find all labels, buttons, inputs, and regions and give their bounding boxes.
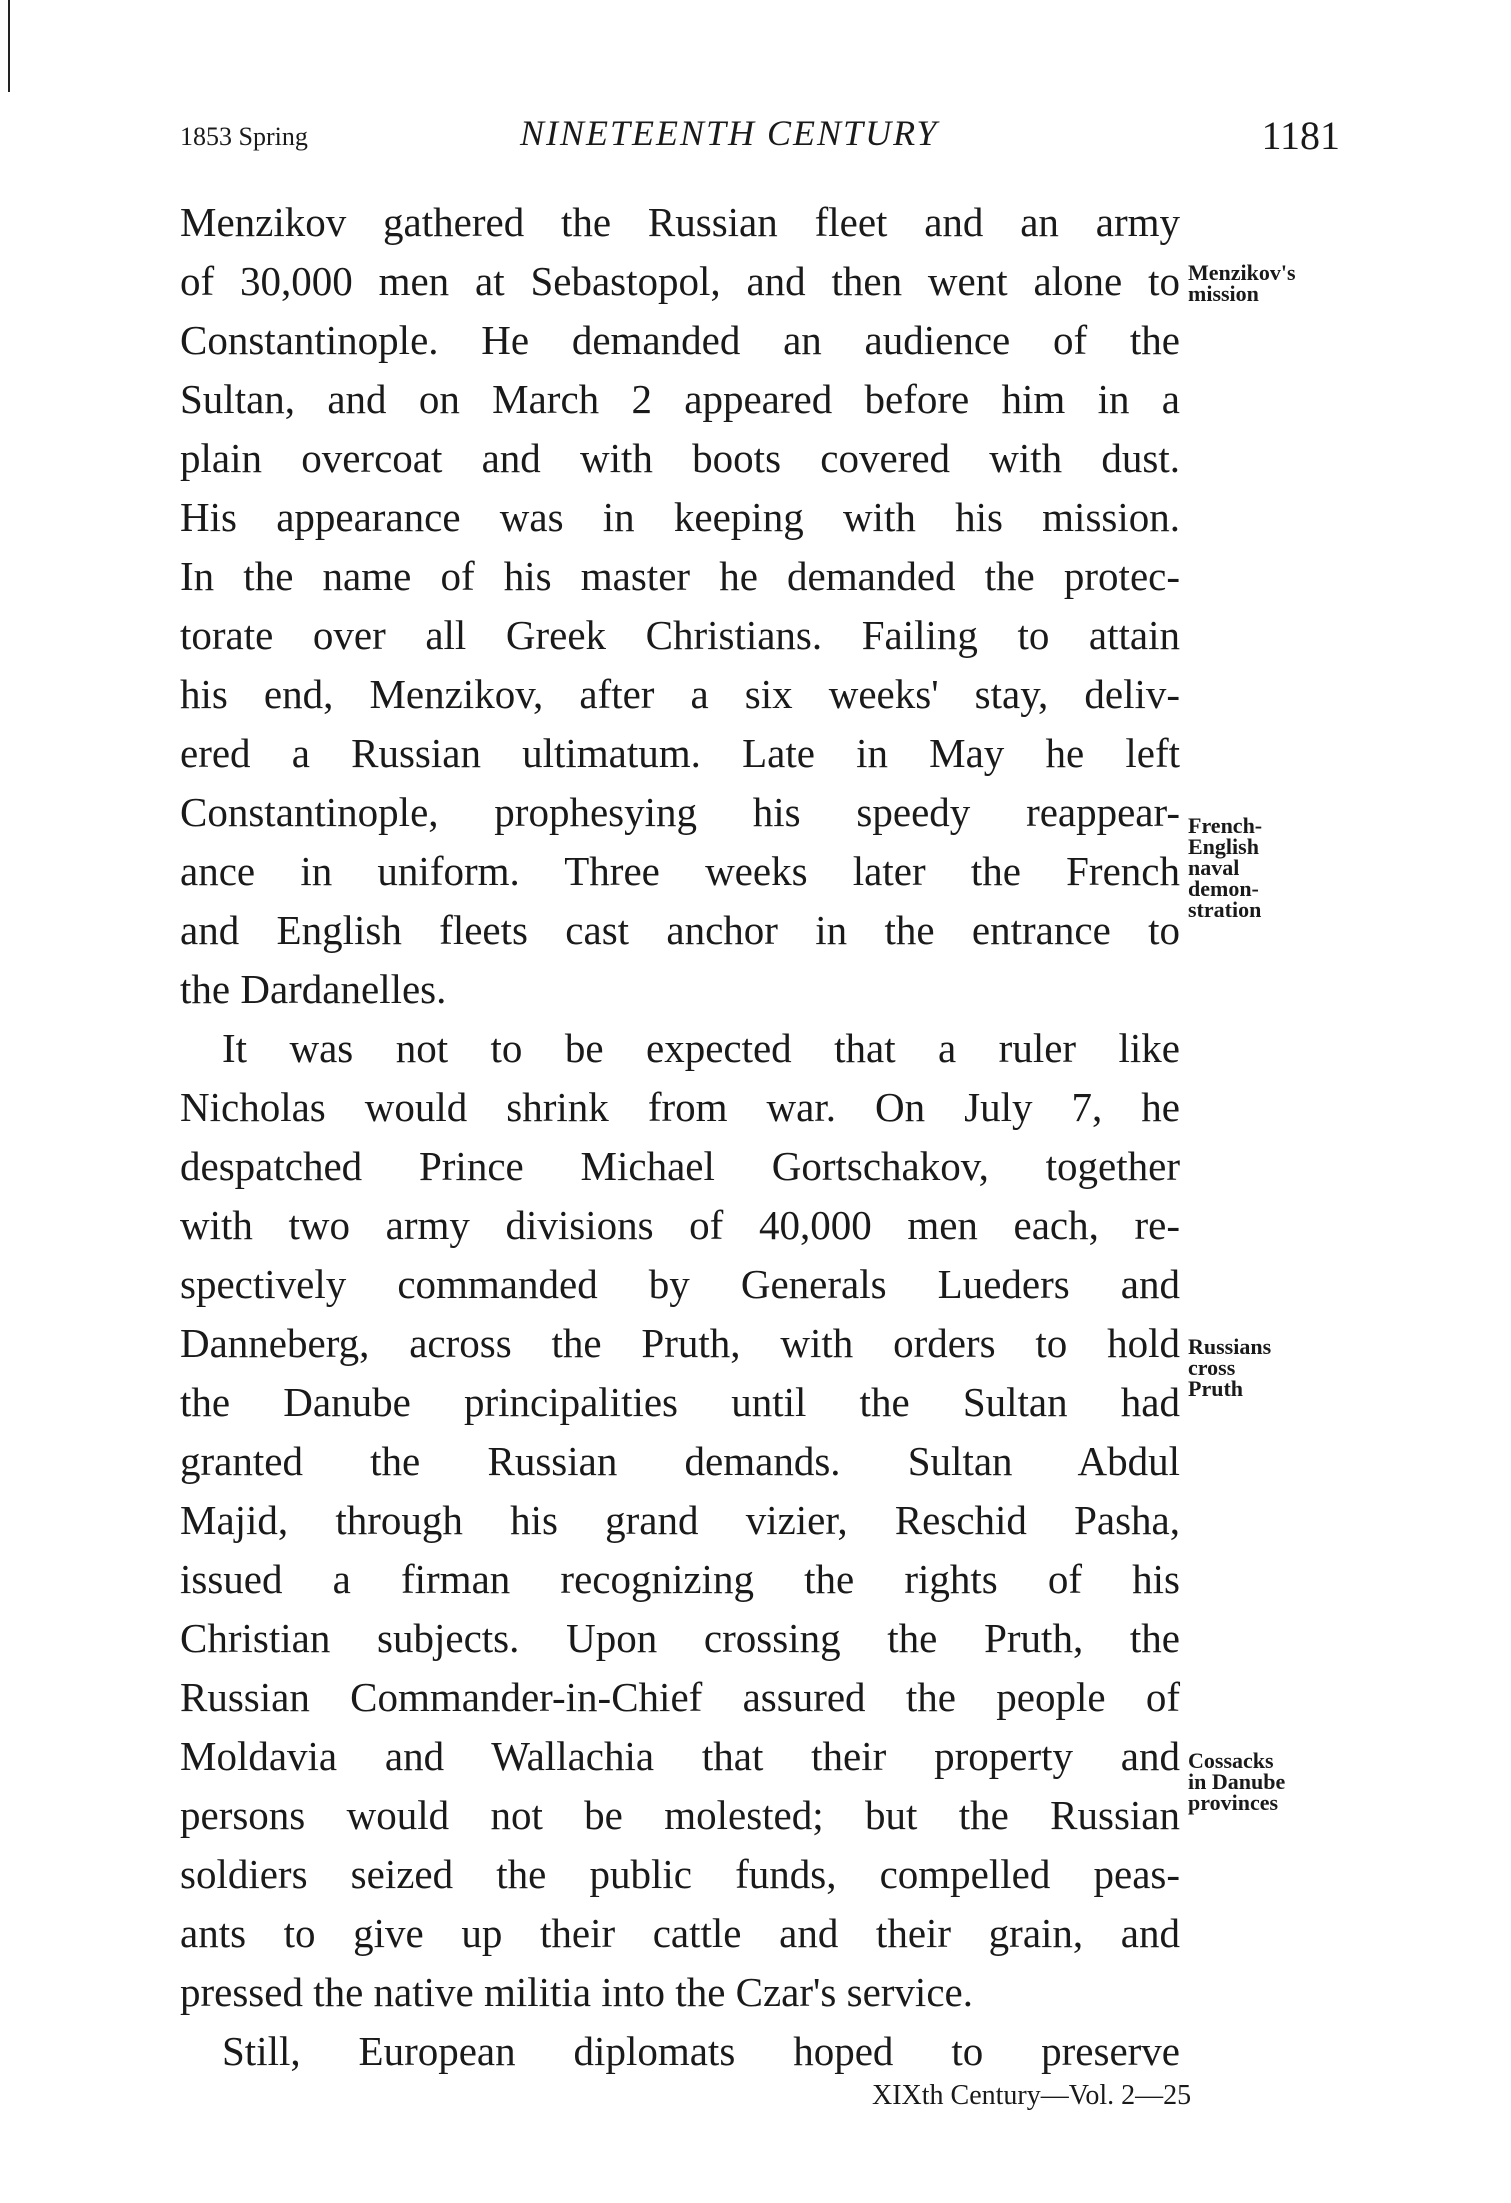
margin-note-russians-cross-pruth: Russians cross Pruth — [1188, 1334, 1272, 1401]
text-line: and English fleets cast anchor in the entrance to — [180, 907, 1180, 953]
margin-note-french-english-demonstration: French- English naval demon- stration — [1188, 813, 1263, 922]
text-line: persons would not be molested; but the Russian — [180, 1792, 1180, 1838]
text-line: issued a firman recognizing the rights of his — [180, 1556, 1180, 1602]
text-line: Russian Commander-in-Chief assured the people of — [180, 1674, 1180, 1720]
text-line: his end, Menzikov, after a six weeks' stay, deliv- — [180, 671, 1180, 717]
text-line: Majid, through his grand vizier, Reschid Pasha, — [180, 1497, 1180, 1543]
running-header — [180, 112, 1340, 162]
text-line: Christian subjects. Upon crossing the Pruth, the — [180, 1615, 1180, 1661]
footer-signature: XIXth Century—Vol. 2—25 — [872, 2080, 1192, 2111]
text-line: Menzikov gathered the Russian fleet and an army — [180, 199, 1180, 245]
text-line: granted the Russian demands. Sultan Abdul — [180, 1438, 1180, 1484]
text-line: Constantinople, prophesying his speedy reappear- — [180, 789, 1180, 835]
header-date: 1853 Spring — [180, 122, 308, 151]
text-line: ance in uniform. Three weeks later the French — [180, 848, 1180, 894]
text-line: Danneberg, across the Pruth, with orders to hold — [180, 1320, 1180, 1366]
text-line: with two army divisions of 40,000 men each, re- — [180, 1202, 1180, 1248]
text-line: of 30,000 men at Sebastopol, and then went alone to — [180, 258, 1180, 304]
text-line: plain overcoat and with boots covered with dust. — [180, 435, 1180, 481]
text-line: His appearance was in keeping with his mission. — [180, 494, 1180, 540]
text-line: torate over all Greek Christians. Failing to attain — [180, 612, 1180, 658]
text-line: It was not to be expected that a ruler like — [222, 1025, 1180, 1071]
text-line: pressed the native militia into the Czar's service. — [180, 1969, 973, 2015]
binding-edge-line — [8, 0, 10, 92]
text-line: Nicholas would shrink from war. On July 7, he — [180, 1084, 1180, 1130]
text-line: Moldavia and Wallachia that their property and — [180, 1733, 1180, 1779]
page-number: 1181 — [1261, 113, 1340, 158]
text-line: spectively commanded by Generals Lueders and — [180, 1261, 1180, 1307]
text-line: the Danube principalities until the Sultan had — [180, 1379, 1180, 1425]
margin-note-menzikov-mission: Menzikov's mission — [1188, 260, 1296, 306]
header-title: NINETEENTH CENTURY — [520, 113, 939, 153]
text-line: In the name of his master he demanded the protec- — [180, 553, 1180, 599]
text-line: despatched Prince Michael Gortschakov, together — [180, 1143, 1180, 1189]
text-line: ants to give up their cattle and their grain, and — [180, 1910, 1180, 1956]
text-line: the Dardanelles. — [180, 966, 447, 1012]
text-line: Still, European diplomats hoped to preserve — [222, 2028, 1180, 2074]
margin-note-cossacks-danube: Cossacks in Danube provinces — [1188, 1748, 1286, 1815]
text-line: Constantinople. He demanded an audience of the — [180, 317, 1180, 363]
text-line: Sultan, and on March 2 appeared before him in a — [180, 376, 1180, 422]
text-line: soldiers seized the public funds, compelled peas- — [180, 1851, 1180, 1897]
text-line: ered a Russian ultimatum. Late in May he left — [180, 730, 1180, 776]
